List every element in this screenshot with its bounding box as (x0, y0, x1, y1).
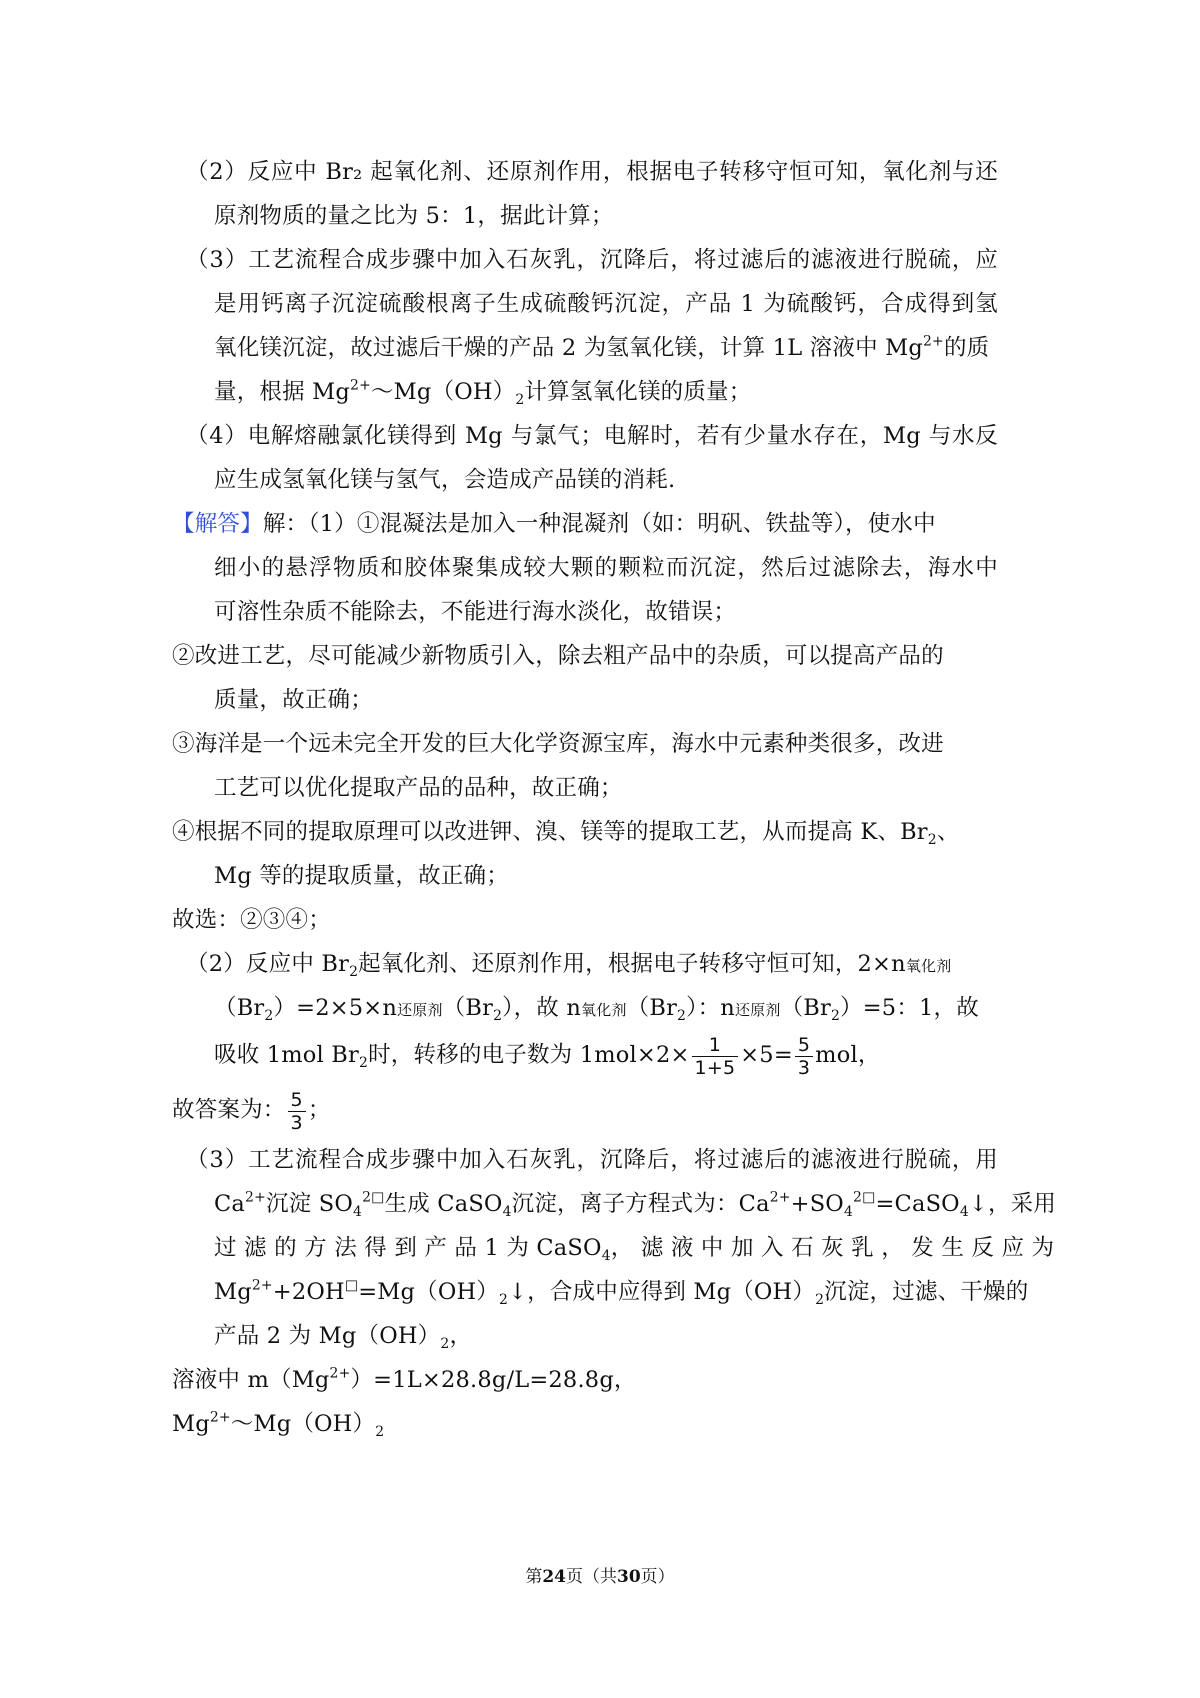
part3-line2: $Ca^{2+}$沉淀 $SO_4^{2□}$生成 CaSO$_4$沉淀，离子方程式为：$Ca^{2+}+SO_4^{2□}=CaSO_4↓$，采用 (214, 1189, 1057, 1220)
analysis-part3-line3: 氧化镁沉淀，故过滤后干燥的产品 2 为氢氧化镁，计算 1L 溶液中 $Mg^{2+}$的质 (214, 333, 990, 361)
part2-answer: 故答案为： $\frac{5}{3}$ ； (172, 1088, 331, 1134)
answer-line2: 细小的悬浮物质和胶体聚集成较大颗的颗粒而沉淀，然后过滤除去，海水中 (214, 555, 998, 581)
analysis-part4-line2: 应生成氢氧化镁与氢气，会造成产品镁的消耗. (214, 467, 676, 493)
analysis-part3-line2: 是用钙离子沉淀硫酸根离子生成硫酸钙沉淀，产品 1 为硫酸钙，合成得到氢 (214, 291, 998, 317)
current-page-number: 24 (542, 1567, 566, 1587)
part3-line4: $Mg^{2+}+2OH^□=Mg(OH)_2↓$，合成中应得到 $Mg(OH)_2$沉淀，过滤、干燥的 (214, 1277, 1029, 1308)
total-pages: 30 (617, 1567, 641, 1587)
answer-choice: 故选：②③④； (172, 907, 331, 933)
part3-line5: 产品 2 为 $Mg(OH)_2$， (214, 1323, 473, 1352)
analysis-part2-line1: （2）反应中 Br₂ 起氧化剂、还原剂作用，根据电子转移守恒可知，氧化剂与还 (186, 159, 998, 185)
part3-line3: 过 滤 的 方 法 得 到 产 品 1 为 CaSO$_4$， 滤 液 中 加 入 石 灰 乳 ， 发 生 反 应 为 (214, 1235, 1055, 1264)
fraction-one-over-six: $\frac{1}{1+5}$ (692, 1034, 739, 1079)
part3-line1: （3）工艺流程合成步骤中加入石灰乳，沉降后，将过滤后的滤液进行脱硫，用 (186, 1147, 998, 1173)
part2-line1: （2）反应中 $Br_2$起氧化剂、还原剂作用，根据电子转移守恒可知，2×n氧化剂 (186, 951, 952, 980)
part3-line6: 溶液中 $m(Mg^{2+})=1L\times 28.8g/L=28.8g$， (172, 1365, 637, 1393)
answer-item3-line2: 工艺可以优化提取产品的品种，故正确； (214, 775, 623, 801)
answer-item2-line2: 质量，故正确； (214, 687, 373, 713)
answer-tag: 【解答】 (172, 511, 263, 537)
analysis-part4-line1: （4）电解熔融氯化镁得到 Mg 与氯气；电解时，若有少量水存在，Mg 与水反 (186, 423, 998, 449)
analysis-part3-line4: 量，根据 $Mg^{2+}\sim Mg(OH)_2$计算氢氧化镁的质量； (214, 377, 752, 408)
answer-item4-line1: ④根据不同的提取原理可以改进钾、溴、镁等的提取工艺，从而提高 K、$Br_2$、 (172, 819, 960, 848)
fraction-answer: $\frac{5}{3}$ (288, 1089, 306, 1134)
answer-line1: 【解答】解：（1）①混凝法是加入一种混凝剂（如：明矾、铁盐等），使水中 (172, 511, 936, 537)
answer-item2-line1: ②改进工艺，尽可能减少新物质引入，除去粗产品中的杂质，可以提高产品的 (172, 643, 944, 669)
part2-line2: $(Br_2)=2\times 5\times n$还原剂$(Br_2)$，故 n氧化剂$(Br_2)$：n还原剂$(Br_2)=5$：1，故 (214, 995, 979, 1024)
analysis-part2-line2: 原剂物质的量之比为 5：1，据此计算； (214, 203, 614, 229)
fraction-five-thirds: $\frac{5}{3}$ (795, 1034, 813, 1079)
page-footer: 第24页（共30页） (525, 1567, 675, 1587)
part3-line7: $Mg^{2+}\sim Mg(OH)_2$ (172, 1409, 385, 1440)
part2-line3: 吸收 1mol $Br_2$时，转移的电子数为 1mol×2× $\frac{1}{1+5}$ ×5= $\frac{5}{3}$ mol， (214, 1033, 881, 1079)
answer-item4-line2: Mg 等的提取质量，故正确； (214, 863, 509, 889)
answer-item3-line1: ③海洋是一个远未完全开发的巨大化学资源宝库，海水中元素种类很多，改进 (172, 731, 944, 757)
analysis-part3-line1: （3）工艺流程合成步骤中加入石灰乳，沉降后，将过滤后的滤液进行脱硫，应 (186, 247, 998, 273)
answer-line3: 可溶性杂质不能除去，不能进行海水淡化，故错误； (214, 599, 737, 625)
